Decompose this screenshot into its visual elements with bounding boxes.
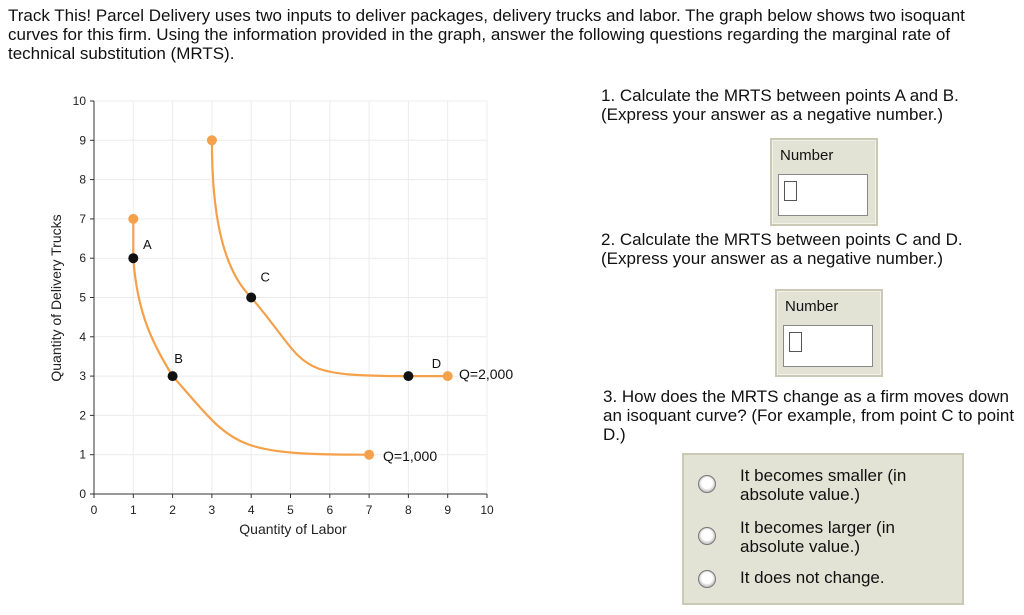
x-tick-label: 10	[480, 503, 494, 517]
number-box-2	[775, 289, 883, 377]
x-tick-label: 2	[169, 503, 176, 517]
radio-larger[interactable]	[698, 527, 716, 545]
question-2: 2. Calculate the MRTS between points C and D. (Express your answer as a negative number.)	[601, 230, 963, 268]
point-b	[168, 371, 178, 381]
point-label-c: C	[260, 269, 270, 285]
point-label-a: A	[142, 237, 152, 253]
choice-smaller[interactable]	[684, 463, 962, 507]
point-d	[403, 371, 413, 381]
curve-endpoint	[128, 214, 138, 224]
curve-endpoint	[443, 371, 453, 381]
intro-text: Track This! Parcel Delivery uses two inputs to deliver packages, delivery trucks and labor. The graph below shows two isoquant curves for this firm. Using the information provided in the graph, answer the following questions regarding the marginal rate of technical substitution (MRTS).	[8, 6, 965, 63]
y-axis-title: Quantity of Delivery Trucks	[48, 214, 64, 382]
curve-endpoint	[207, 135, 217, 145]
input-cursor-1	[784, 181, 797, 201]
x-tick-label: 9	[444, 503, 452, 517]
x-tick-label: 8	[405, 503, 412, 517]
y-tick-label: 2	[79, 408, 86, 423]
choice-smaller-label: It becomes smaller (in absolute value.)	[740, 466, 907, 504]
x-tick-label: 1	[129, 503, 137, 517]
point-a	[128, 253, 138, 263]
choice-larger[interactable]	[684, 515, 962, 559]
choice-group	[682, 453, 964, 605]
y-tick-label: 9	[79, 133, 86, 148]
number-label-2: Number	[785, 298, 839, 315]
question-3: 3. How does the MRTS change as a firm moves down an isoquant curve? (For example, from point C to point D.)	[603, 387, 1015, 444]
radio-smaller[interactable]	[698, 475, 716, 493]
y-tick-label: 6	[79, 251, 86, 266]
y-tick-label: 3	[79, 369, 86, 384]
series-label-q2000: Q=2,000	[459, 366, 514, 382]
x-axis-title: Quantity of Labor	[239, 521, 347, 537]
series-label-q1000: Q=1,000	[383, 448, 438, 464]
y-tick-label: 0	[79, 487, 86, 501]
x-tick-label: 3	[208, 503, 216, 517]
answer-input-2[interactable]	[783, 325, 873, 367]
x-tick-label: 7	[365, 503, 373, 517]
x-tick-label: 4	[247, 503, 255, 517]
y-tick-label: 4	[79, 329, 86, 344]
number-box-1	[770, 138, 878, 226]
choice-no-change-label: It does not change.	[740, 568, 885, 587]
y-tick-label: 10	[72, 94, 86, 108]
y-tick-label: 1	[79, 447, 86, 462]
point-label-b: B	[174, 351, 183, 367]
y-tick-label: 8	[79, 172, 86, 187]
choice-no-change[interactable]	[684, 567, 962, 595]
x-tick-label: 0	[90, 503, 98, 517]
answer-input-1[interactable]	[778, 174, 868, 216]
curve-endpoint	[364, 450, 374, 460]
radio-no-change[interactable]	[698, 570, 716, 588]
y-tick-label: 5	[79, 290, 86, 305]
y-tick-label: 7	[79, 211, 86, 226]
choice-larger-label: It becomes larger (in absolute value.)	[740, 518, 895, 556]
point-label-d: D	[431, 356, 442, 372]
number-label-1: Number	[780, 147, 834, 164]
chart-grid	[94, 101, 487, 494]
x-tick-label: 5	[287, 503, 294, 517]
x-tick-label: 6	[326, 503, 334, 517]
point-c	[246, 293, 256, 303]
input-cursor-2	[789, 332, 802, 352]
question-1: 1. Calculate the MRTS between points A and B. (Express your answer as a negative number.)	[601, 86, 959, 124]
